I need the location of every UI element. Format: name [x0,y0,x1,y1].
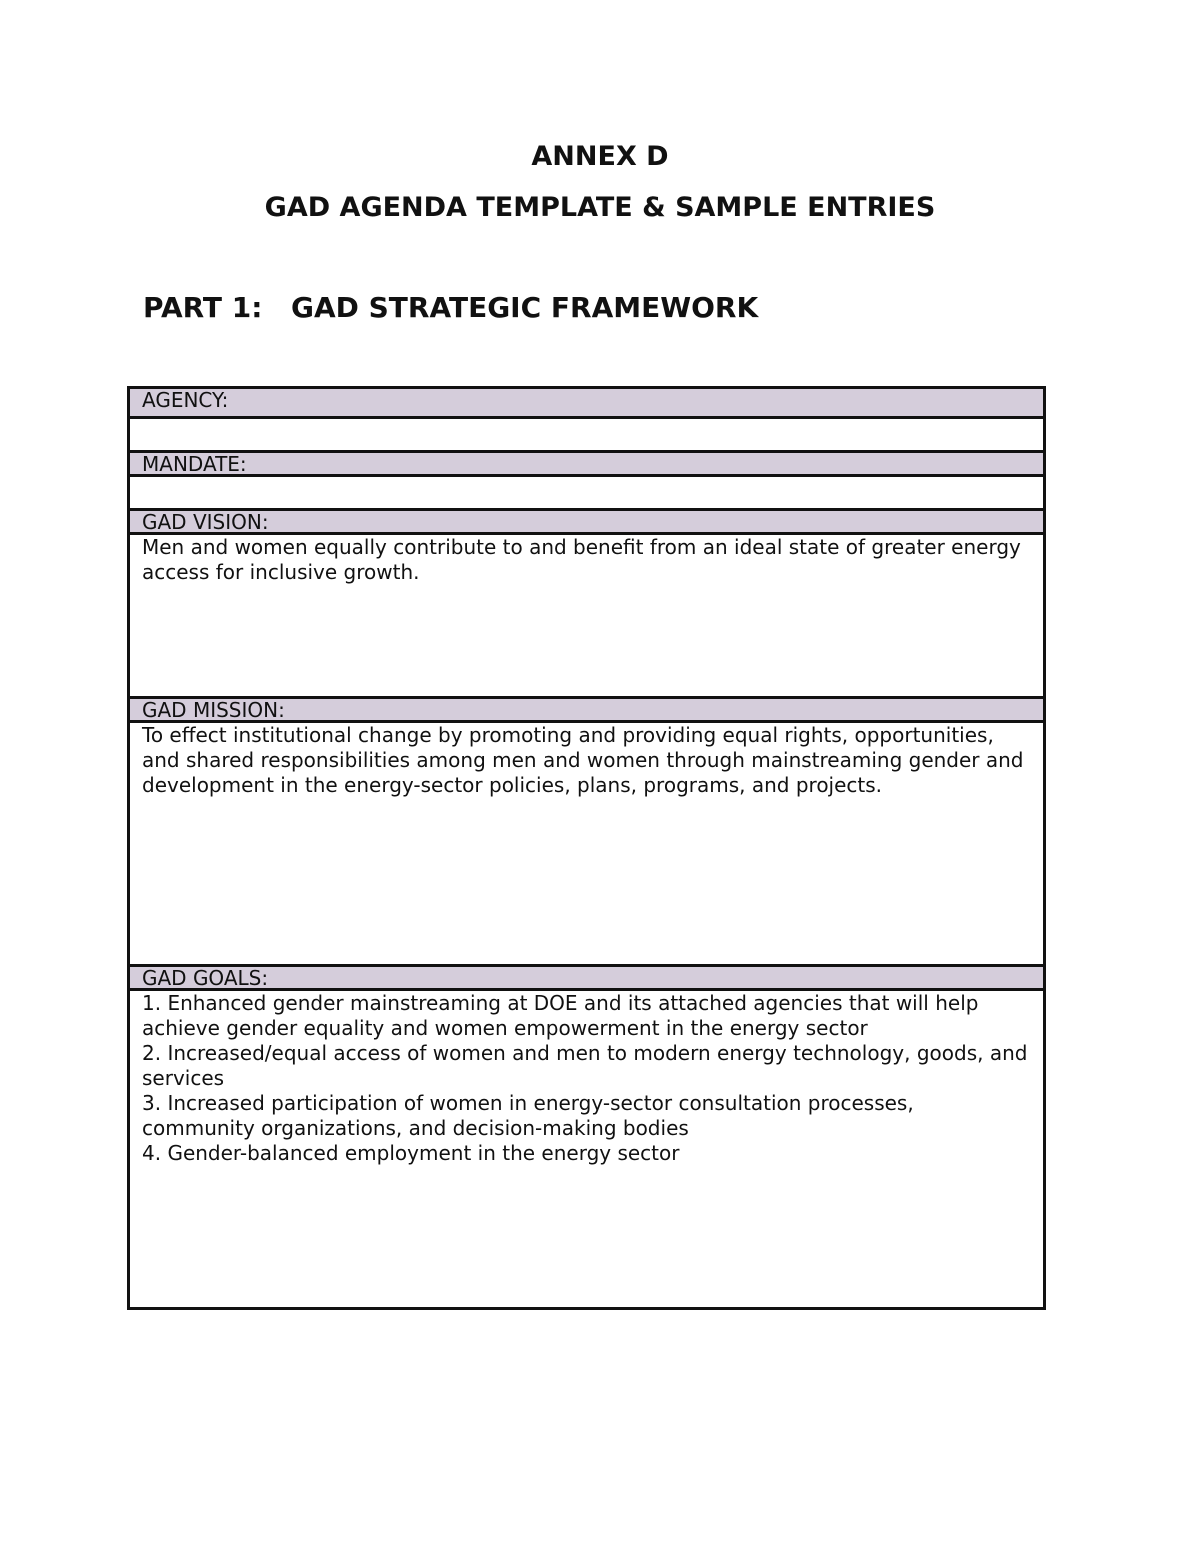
part-title: GAD STRATEGIC FRAMEWORK [291,291,759,324]
vision-field[interactable] [130,535,1043,696]
goal-item: 4. Gender-balanced employment in the energy sector [142,1141,680,1165]
mission-label: GAD MISSION: [130,696,1043,723]
goal-item: 1. Enhanced gender mainstreaming at DOE and its attached agencies that will help achieve gender equality and women empowerment in the energy sector [142,991,979,1040]
mission-text: To effect institutional change by promoting and providing equal rights, opportunities, and shared responsibilities among men and women through mainstreaming gender and development in the energy-sector policies, plans, programs, and projects. [142,723,1024,797]
goal-item: 3. Increased participation of women in energy-sector consultation processes, community organizations, and decision-making bodies [142,1091,914,1140]
mandate-label: MANDATE: [130,450,1043,477]
mandate-field[interactable] [130,477,1043,508]
mission-field[interactable] [130,723,1043,964]
vision-label: GAD VISION: [130,508,1043,535]
agency-label: AGENCY: [130,389,1043,419]
annex-title: ANNEX D [531,141,669,172]
document-title: GAD AGENDA TEMPLATE & SAMPLE ENTRIES [264,192,936,223]
goals-label: GAD GOALS: [130,964,1043,991]
agency-field[interactable] [130,419,1043,450]
strategic-framework-table [127,386,1046,1310]
goals-field[interactable] [130,991,1043,1307]
vision-text: Men and women equally contribute to and benefit from an ideal state of greater energy access for inclusive growth. [142,535,1021,584]
part-number: PART 1: [143,291,263,324]
part-heading [143,290,758,326]
goal-item: 2. Increased/equal access of women and men to modern energy technology, goods, and services [142,1041,1028,1090]
